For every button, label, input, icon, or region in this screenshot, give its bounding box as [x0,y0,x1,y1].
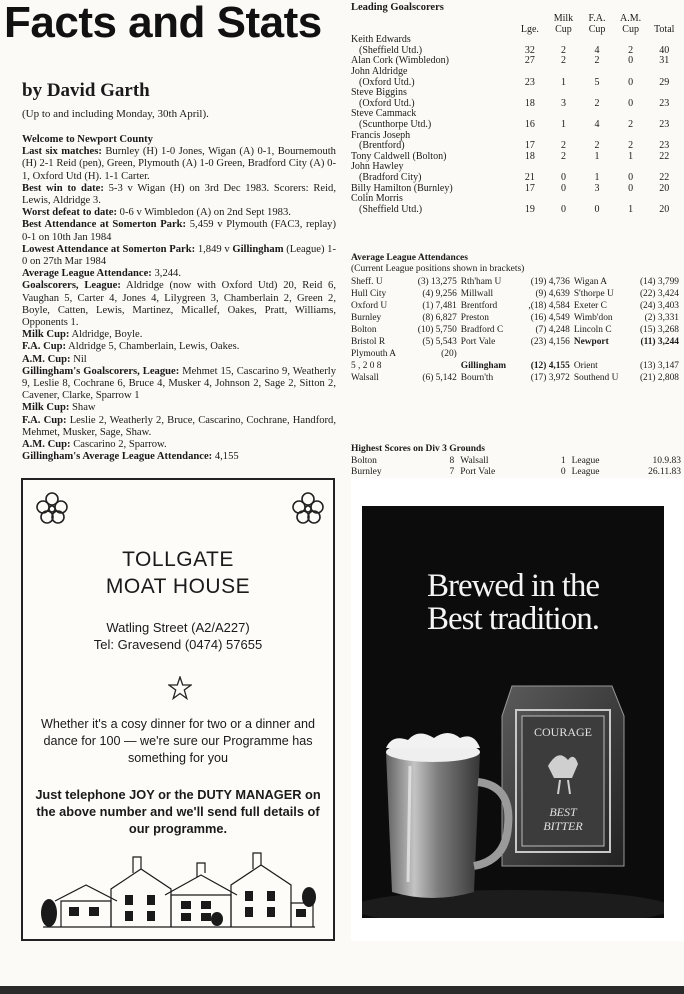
goal-count-am: 1 [628,203,634,215]
column-header [513,14,547,25]
player-name: John Aldridge [351,65,408,77]
table-row [351,360,683,372]
goal-count-am: 0 [628,55,634,67]
fact-label: Gillingham's Goalscorers, League: [22,365,180,377]
newport-heading: Welcome to Newport County [22,134,153,145]
score-cell: 0 [560,467,566,478]
goal-count-lge: 23 [524,76,535,88]
fact-text: Cascarino 2, Sparrow. [70,439,167,451]
goal-count-total: 23 [659,140,670,152]
goal-count-fa: 1 [594,150,600,162]
column-header: Cup [555,23,572,35]
goal-count-milk: 1 [560,76,566,88]
fact-text: 5-3 v Wigan (H) on 3rd Dec 1983. Scorers: Reid, Lewis, Aldridge 3. [22,182,336,207]
flower-ornament-icon [291,492,325,524]
club-name: Sheff. U [351,277,383,287]
club-name: Hull City [351,289,387,299]
attendances-table [351,276,683,384]
slogan-line2: Best tradition. [427,601,599,637]
goal-count-total: 22 [659,150,670,162]
goal-count-lge: 17 [524,182,535,194]
club-name: Newport [573,337,609,347]
hotel-contact [23,619,333,653]
attendance-value: (10) 5,750 [417,325,457,335]
goal-count-lge: 27 [524,55,535,67]
player-name: Billy Hamilton (Burnley) [351,182,453,194]
club-name: Port Vale [460,337,496,347]
goal-count-milk: 1 [560,118,566,130]
fact-label: Lowest Attendance at Somerton Park: [22,243,196,255]
attendance-value: (17) 3,972 [530,373,570,383]
table-row [351,300,683,312]
attendance-value: (5) 5,543 [422,337,457,347]
column-header: Cup [622,23,639,35]
author-byline: by David Garth [22,80,150,101]
player-name: John Hawley [351,161,404,173]
table-row [351,173,681,184]
goal-count-fa: 1 [594,171,600,183]
table-row [351,120,681,131]
goal-count-lge: 16 [524,118,535,130]
goal-count-total: 23 [659,118,670,130]
goal-count-milk: 3 [560,97,566,109]
player-club: (Scunthorpe Utd.) [359,118,432,130]
attendance-value: (7) 4,248 [535,325,570,335]
column-header: Lge. [520,23,539,35]
score-cell: League [571,456,600,466]
fact-label: Last six matches: [22,146,102,158]
goalscorers-title: Leading Goalscorers [351,2,444,13]
page-title: Facts and Stats [4,0,322,47]
page-edge-bar [0,986,684,994]
fact-item [22,439,336,451]
goal-count-total: 40 [659,44,670,56]
goal-count-milk: 0 [560,171,566,183]
fact-label: Average League Attendance: [22,268,152,280]
goal-count-lge: 19 [524,203,535,215]
goal-count-am: 2 [628,140,634,152]
fact-text: Aldridge, Boyle. [69,329,143,341]
attendance-value: (1) 7,481 [422,301,457,311]
fact-item [22,341,336,353]
club-name: S'thorpe U [573,289,614,299]
player-club: (Sheffield Utd.) [359,203,423,215]
goal-count-total: 31 [659,55,670,67]
goal-count-am: 1 [628,150,634,162]
attendance-value: (23) 4,156 [530,337,570,347]
fact-text: Nil [70,353,87,365]
goalscorers-table [351,14,681,215]
goal-count-am: 0 [628,171,634,183]
pump-clip-label1: BEST [549,805,577,819]
club-name: Lincoln C [573,325,612,335]
score-cell: League [571,467,600,478]
fact-label: F.A. Cup: [22,414,67,426]
goal-count-fa: 4 [594,44,600,56]
date-note: (Up to and including Monday, 30th April). [22,108,209,120]
pump-clip-label2: BITTER [543,819,583,833]
facts-list [22,146,336,463]
score-cell: 1 [560,456,566,466]
advert-text: Whether it's a cosy dinner for two or a dinner and dance for 100 — we're sure our Programme has something for you [40,717,315,765]
column-header [647,14,681,25]
club-name [574,348,629,360]
club-name: Bradford C [460,325,504,335]
player-name: Colin Morris [351,193,403,205]
fact-item [22,183,336,207]
attendance-value: (13) 3,147 [639,361,679,371]
beer-tankard-and-pump-illustration [362,656,664,918]
fact-item [22,207,336,219]
club-name: Oxford U [351,301,388,311]
flower-ornament-icon [35,492,69,524]
club-name: Orient [573,361,598,371]
club-name: Millwall [460,289,494,299]
club-name: Bristol R [351,337,386,347]
goal-count-lge: 21 [524,171,535,183]
fact-text: 0-6 v Wimbledon (A) on 2nd Sept 1983. [117,207,291,219]
newport-facts [22,134,336,463]
goal-count-milk: 2 [560,55,566,67]
fact-item [22,268,336,280]
star-icon [168,676,192,700]
table-row [351,456,681,467]
hotel-phone: Tel: Gravesend (0474) 57655 [93,637,263,652]
fact-item [22,219,336,243]
goal-count-fa: 2 [594,97,600,109]
goal-count-total: 29 [659,76,670,88]
tollgate-advert [21,478,335,941]
player-club: (Sheffield Utd.) [359,44,423,56]
score-cell: 26.11.83 [648,467,681,478]
table-row [351,205,681,216]
club-name: Bourn'th [460,373,494,383]
club-name: Brentford [460,301,498,311]
club-name [461,348,517,360]
hotel-address: Watling Street (A2/A227) [106,620,250,635]
table-row [351,276,683,288]
club-name: Burnley [351,313,382,323]
advert-background [362,506,664,918]
goalscorers-header-row [351,14,681,25]
fact-text: 1,849 v [195,243,233,255]
fact-text: Leslie 2, Weatherly 2, Bruce, Cascarino, Cochrane, Handford, Mehmet, Musker, Sage, Shaw. [22,414,336,438]
goal-count-am: 2 [628,118,634,130]
fact-label: A.M. Cup: [22,353,71,365]
fact-label: Milk Cup: [22,329,70,341]
player-club: (Oxford Utd.) [359,76,415,88]
table-row [351,312,683,324]
goal-count-total: 23 [659,97,670,109]
hotel-name-line2: MOAT HOUSE [105,575,251,598]
table-row [351,348,683,360]
attendance-value: (11) 3,244 [640,337,679,347]
attendance-value: (4) 9,256 [422,289,457,299]
table-row [351,288,683,300]
fact-item [22,329,336,341]
fact-label: Goalscorers, League: [22,280,121,292]
club-name: 5 , 2 0 8 [351,361,382,371]
fact-item [22,354,336,366]
attendance-value: (21) 2,808 [639,373,679,383]
column-header: A.M. [620,13,642,24]
fact-item [22,402,336,414]
attendance-value: ,(18) 4,584 [528,301,570,311]
fact-text: 5,459 v Plymouth (FAC3, replay) 0-1 on 10th Jan 1984 [22,219,337,243]
player-name: Steve Cammack [351,108,417,120]
beer-pump-clip [502,686,624,866]
fact-item [22,146,336,183]
player-name: Alan Cork (Wimbledon) [351,55,449,67]
attendances-subtitle: (Current League positions shown in brackets) [351,264,525,274]
column-header [351,14,513,25]
club-name: Wigan A [573,277,608,287]
fact-label: A.M. Cup: [22,439,71,451]
club-name: Bolton [351,325,377,335]
goal-count-am: 2 [628,44,634,56]
goal-count-fa: 4 [594,118,600,130]
player-club: (Oxford Utd.) [359,97,415,109]
courage-beer-advert [351,478,684,941]
fact-item [22,415,336,439]
column-header: Cup [588,23,606,35]
goal-count-milk: 2 [560,44,566,56]
attendance-value: (9) 4,639 [535,289,570,299]
club-name: Plymouth A [351,349,397,359]
fact-label: Worst defeat to date: [22,207,118,219]
fact-text: Burnley (H) 1-0 Jones, Wigan (A) 0-1, Bournemouth (H) 2-1 Reid (pen), Green, Plymouth (A) 1-0 Green, Bradford City (A) 0-1, Oxford Utd (H). 1-1 Carter. [22,146,336,182]
club-name: Southend U [573,373,619,383]
table-row [351,324,683,336]
fact-text: Shaw [69,402,96,414]
goal-count-total: 20 [659,203,670,215]
slogan-line1: Brewed in the [426,568,600,604]
goal-count-total: 22 [659,171,670,183]
goal-count-total: 20 [659,182,670,194]
goal-count-am: 0 [628,97,634,109]
goal-count-milk: 2 [560,150,566,162]
club-name: Rth'ham U [460,277,502,287]
attendance-value [407,360,461,372]
hotel-building-illustration [41,849,317,929]
attendance-value: (3) 13,275 [417,277,457,287]
player-club: (Brentford) [359,140,405,152]
attendance-value: (15) 3,268 [639,325,679,335]
hotel-name [23,546,333,600]
goal-count-milk: 2 [560,140,566,152]
goal-count-fa: 0 [594,203,600,215]
attendance-value: (2) 3,331 [644,313,679,323]
player-name: Tony Caldwell (Bolton) [351,150,447,162]
goal-count-milk: 0 [560,203,566,215]
club-name: Exeter C [573,301,607,311]
score-cell: Walsall [460,456,489,466]
table-row [351,372,683,384]
table-row [351,336,683,348]
goal-count-milk: 0 [560,182,566,194]
goal-count-fa: 5 [594,76,600,88]
table-row [351,67,681,78]
fact-text: Aldridge 5, Chamberlain, Lewis, Oakes. [66,341,240,353]
attendance-value: (12) 4,155 [530,361,570,371]
score-cell: 7 [449,467,455,478]
highest-scores-title: Highest Scores on Div 3 Grounds [351,444,485,454]
goal-count-lge: 32 [524,44,535,56]
score-cell: 10.9.83 [652,456,681,466]
goal-count-am: 0 [628,76,634,88]
fact-text: Aldridge (now with Oxford Utd) 20, Reid 6, Vaughan 5, Carter 4, Jones 4, Lilygreen 3, Chamberlain 2, Green 2, Boyle, Catten, Lewis, Martinez, Micallef, Oakes, Pratt, Williams, Opponents 1. [22,280,337,329]
score-cell: 8 [449,456,455,466]
goal-count-lge: 17 [524,140,535,152]
attendance-value: (14) 3,799 [639,277,679,287]
column-header: F.A. [588,13,606,24]
fact-item [22,451,336,463]
score-cell: Burnley [351,467,382,478]
fact-highlight: Gillingham [232,243,284,255]
fact-label: Best win to date: [22,182,104,194]
attendance-value: (24) 3,403 [639,301,679,311]
advert-slogan [362,570,664,636]
pump-clip-brand: COURAGE [533,725,593,739]
advert-call-to-action: Just telephone JOY or the DUTY MANAGER on the above number and we'll send full details of our programme. [35,787,321,836]
fact-tail: (League) 1-0 on 27th Mar 1984 [22,243,336,268]
club-name: Walsall [351,373,379,383]
player-name: Steve Biggins [351,87,407,99]
fact-item [22,366,336,403]
club-name: Gillingham [460,361,507,371]
goal-count-lge: 18 [524,150,535,162]
attendance-value: (16) 4,549 [530,313,570,323]
attendance-value: (20) [441,349,457,359]
fact-text: Mehmet 15, Cascarino 9, Weatherly 9, Leslie 8, Cochrane 6, Bruce 4, Musker 4, Johnson 2, Sage 2, Sitton 2, Cavener, Clarke, Sparrow 1 [22,365,336,402]
beer-tankard [386,733,508,898]
fact-item [22,244,336,268]
attendance-value: (19) 4,736 [530,277,570,287]
score-cell: Bolton [351,456,377,466]
fact-label: Gillingham's Average League Attendance: [22,451,213,463]
column-header: Milk [553,13,574,24]
attendance-value: (6) 5,142 [422,373,457,383]
fact-label: Best Attendance at Somerton Park: [22,219,187,231]
attendance-value [629,348,683,360]
fact-label: F.A. Cup: [22,341,67,353]
column-header: Total [654,23,675,35]
fact-text: 3,244. [151,268,181,280]
goal-count-lge: 18 [524,97,535,109]
score-cell: Port Vale [460,467,496,478]
attendances-title: Average League Attendances [351,253,468,263]
player-name: Keith Edwards [351,34,411,46]
goal-count-am: 0 [628,182,634,194]
attendance-value: (8) 6,827 [422,313,457,323]
player-name: Francis Joseph [351,129,411,141]
hotel-name-line1: TOLLGATE [122,548,234,571]
fact-text: 4,155 [212,451,239,463]
goal-count-fa: 2 [594,140,600,152]
player-club: (Bradford City) [359,171,422,183]
attendance-value [517,348,574,360]
attendance-value: (22) 3,424 [639,289,679,299]
goal-count-fa: 3 [594,182,600,194]
club-name: Preston [460,313,489,323]
fact-item [22,280,336,329]
club-name: Wimb'don [573,313,613,323]
fact-label: Milk Cup: [22,402,70,414]
goal-count-fa: 2 [594,55,600,67]
